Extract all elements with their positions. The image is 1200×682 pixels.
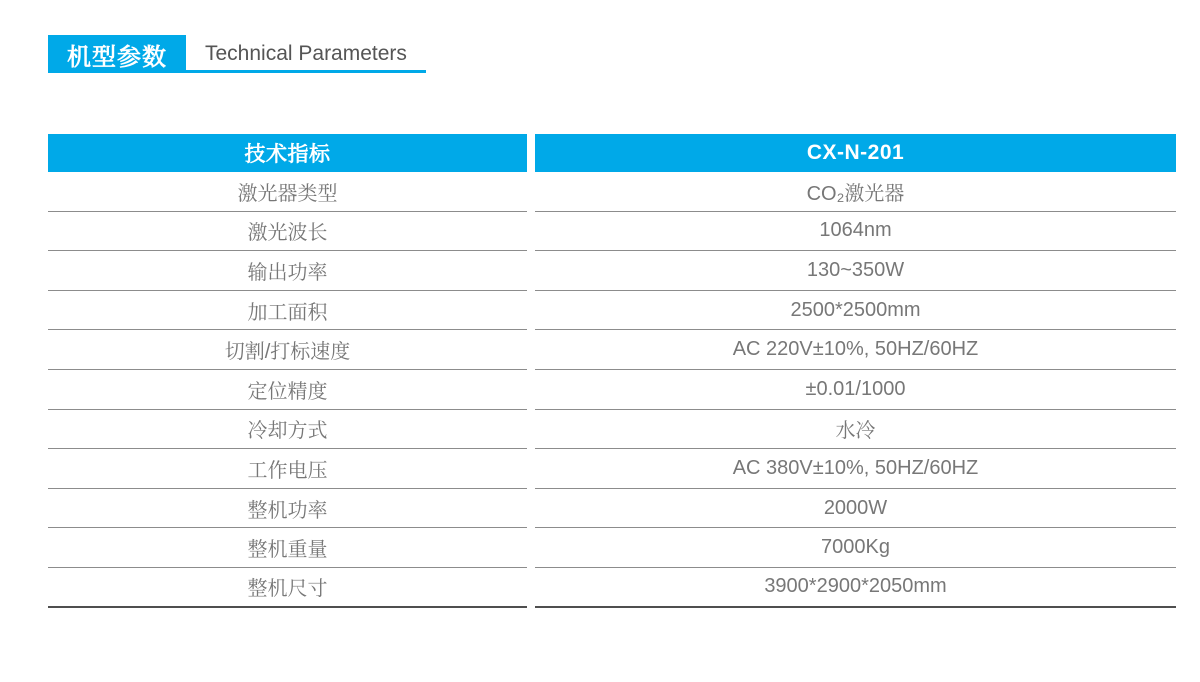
spec-label: 激光器类型	[48, 172, 527, 212]
spec-value: CO₂激光器	[535, 172, 1176, 212]
spec-value: AC 380V±10%, 50HZ/60HZ	[535, 449, 1176, 489]
spec-table	[48, 134, 1176, 608]
spec-value: AC 220V±10%, 50HZ/60HZ	[535, 330, 1176, 370]
spec-column-values	[535, 134, 1176, 608]
section-underline	[186, 70, 426, 73]
spec-label: 冷却方式	[48, 410, 527, 450]
spec-value: 7000Kg	[535, 528, 1176, 568]
section-badge: 机型参数	[48, 35, 186, 73]
spec-value: 1064nm	[535, 212, 1176, 252]
spec-value: 2000W	[535, 489, 1176, 529]
spec-label: 整机尺寸	[48, 568, 527, 608]
spec-value: ±0.01/1000	[535, 370, 1176, 410]
spec-label: 输出功率	[48, 251, 527, 291]
spec-value: 3900*2900*2050mm	[535, 568, 1176, 608]
spec-label: 整机功率	[48, 489, 527, 529]
spec-label: 整机重量	[48, 528, 527, 568]
spec-value: 2500*2500mm	[535, 291, 1176, 331]
spec-label: 加工面积	[48, 291, 527, 331]
section-title: Technical Parameters	[205, 42, 407, 65]
spec-label: 激光波长	[48, 212, 527, 252]
spec-column-labels	[48, 134, 527, 608]
spec-label: 切割/打标速度	[48, 330, 527, 370]
spec-label: 工作电压	[48, 449, 527, 489]
spec-value: 130~350W	[535, 251, 1176, 291]
section-header	[48, 35, 428, 73]
spec-value: 水冷	[535, 410, 1176, 450]
column-header-indicator: 技术指标	[48, 134, 527, 172]
spec-label: 定位精度	[48, 370, 527, 410]
column-header-model: CX-N-201	[535, 134, 1176, 172]
